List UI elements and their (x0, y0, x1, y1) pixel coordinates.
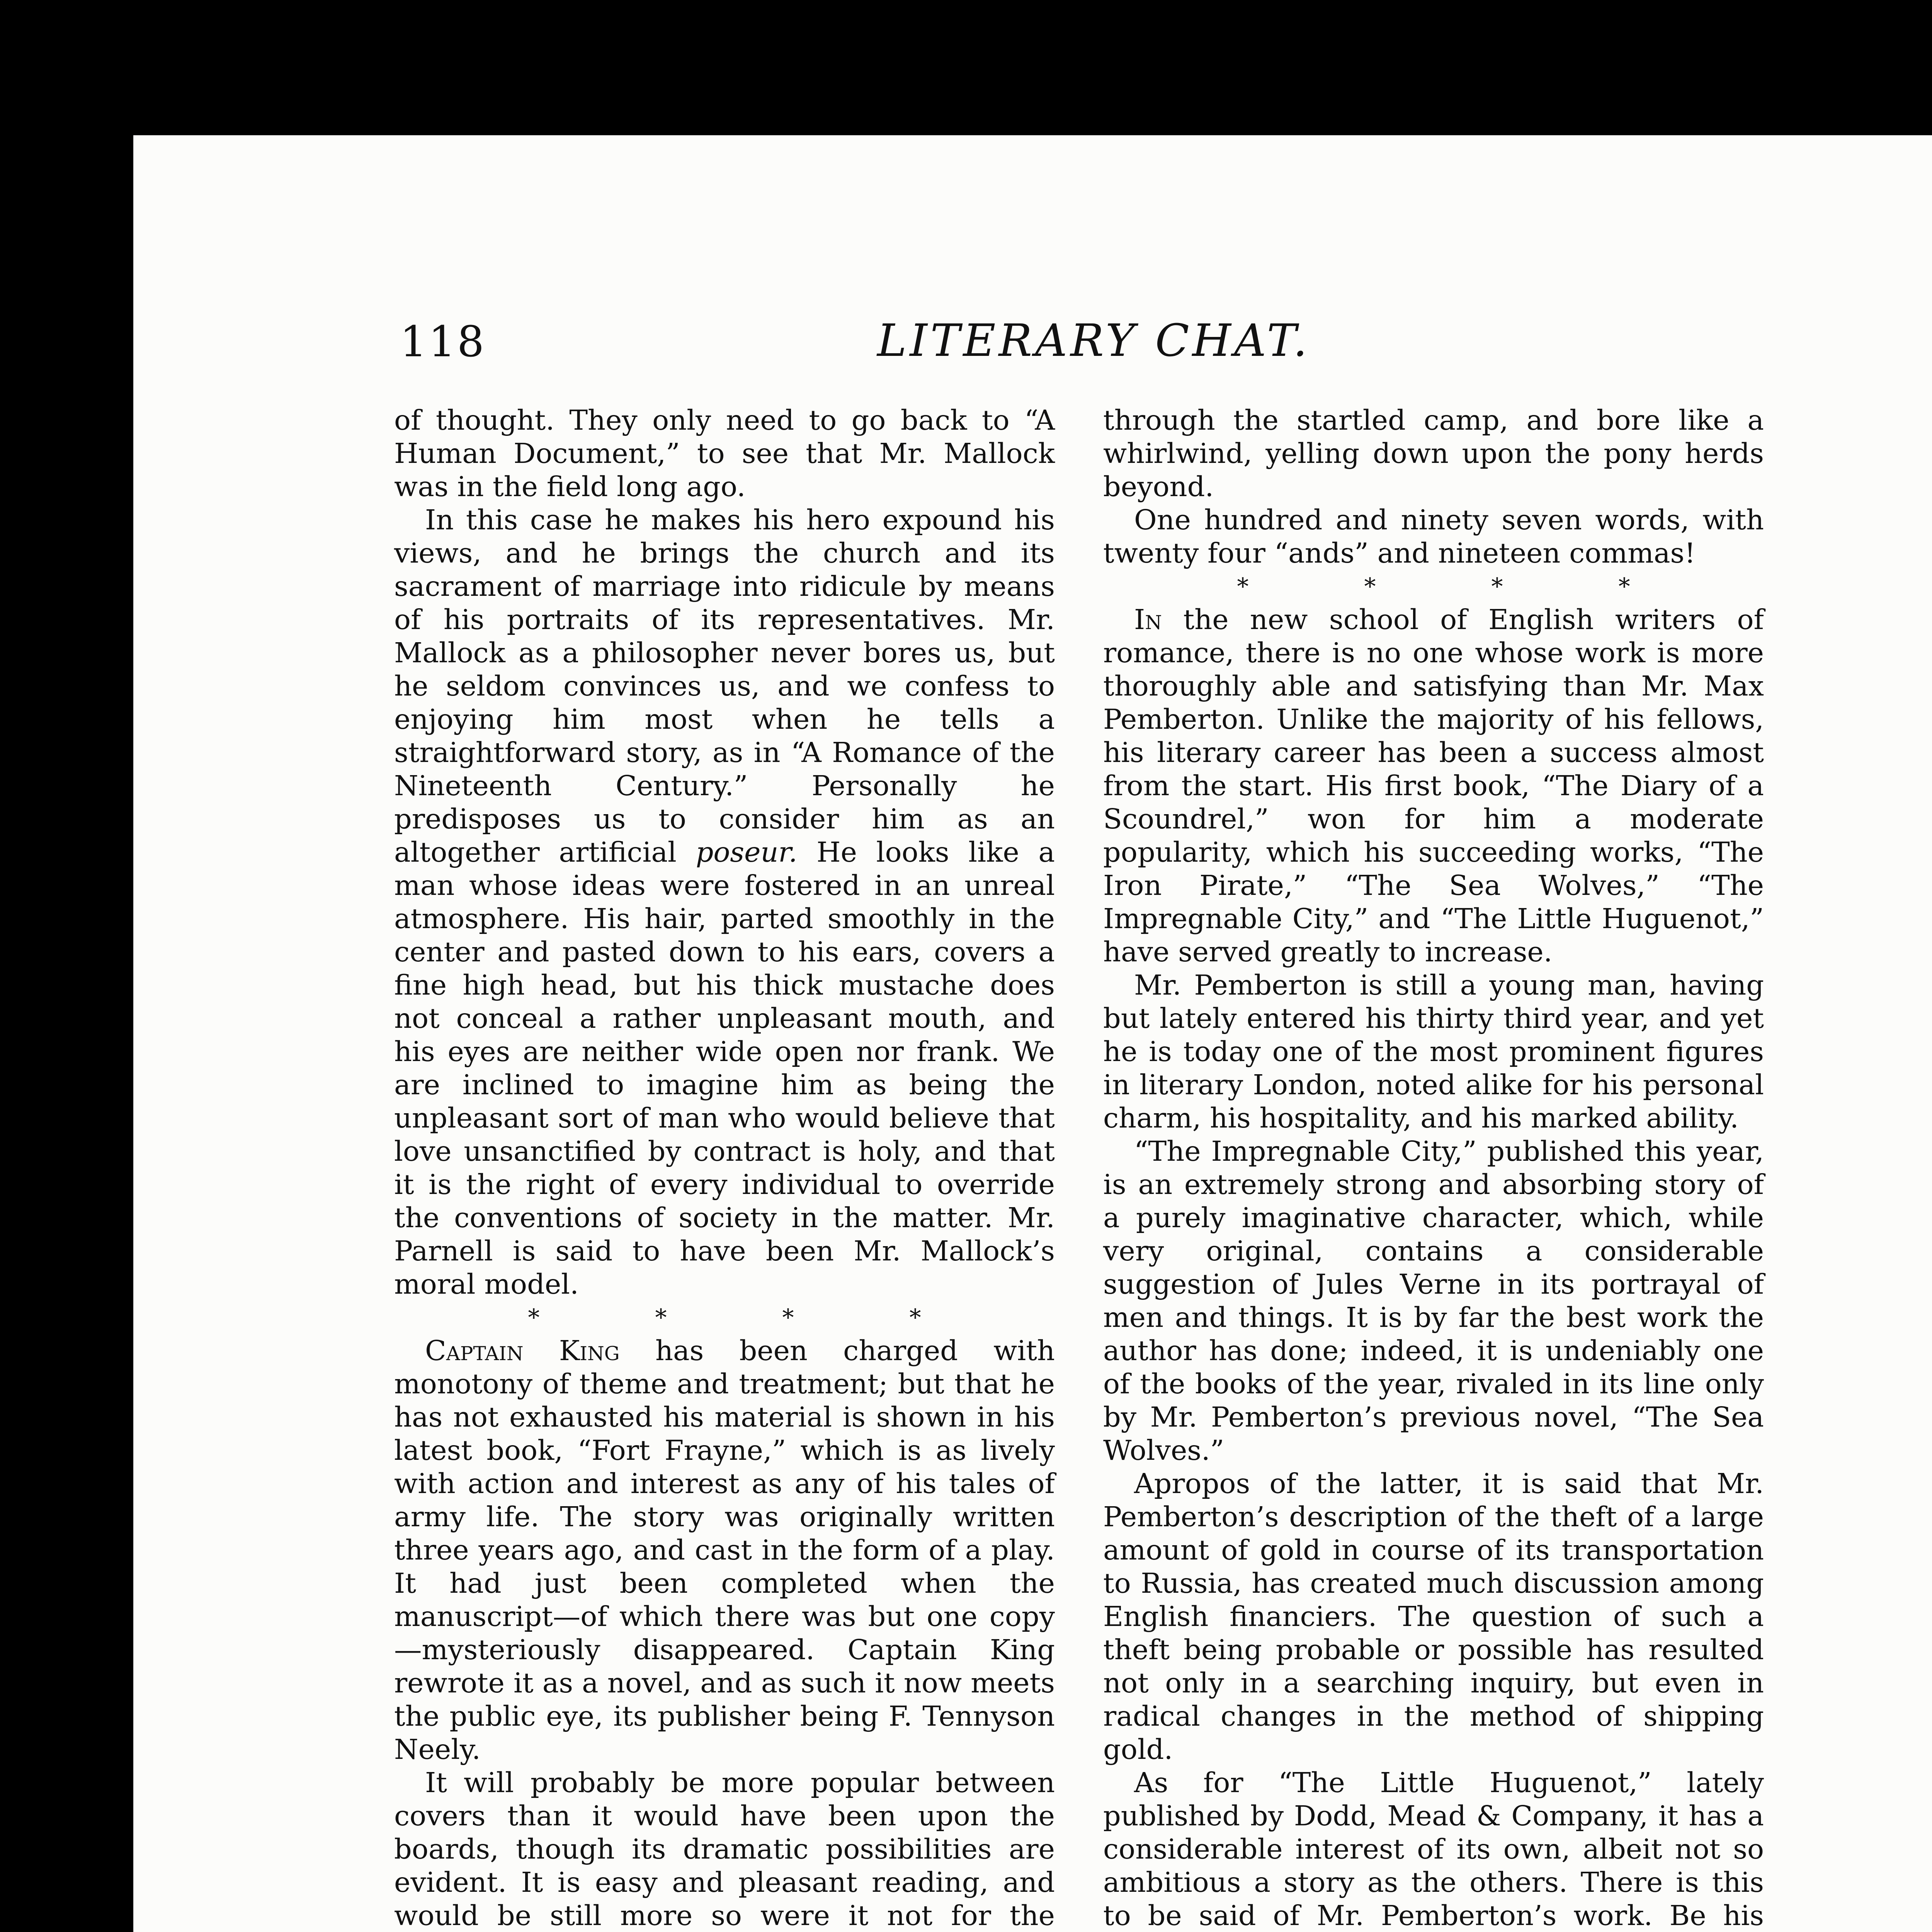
paragraph: of thought. They only need to go back to “A Human Document,” to see that Mr. Mallock was in the field long ago. (394, 404, 1055, 503)
paragraph: Captain King has been charged with monotony of theme and treatment; but that he has not exhausted his material is shown in his latest book, “Fort Frayne,” which is as lively with action and interest as any of his tales of army life. The story was originally written three years ago, and cast in the form of a play. It had just been completed when the manuscript—of which there was but one copy—mysteriously disappeared. Captain King rewrote it as a novel, and as such it now meets the public eye, its publisher being F. Tennyson Neely. (394, 1335, 1055, 1765)
section-divider: * * * * (528, 1304, 975, 1331)
running-title: LITERARY CHAT. (877, 315, 1311, 367)
section-divider: * * * * (1237, 573, 1684, 600)
right-column (1103, 404, 1764, 1932)
page-number: 118 (400, 317, 486, 366)
paragraph: In the new school of English writers of romance, there is no one whose work is more thoroughly able and satisfying than Mr. Max Pemberton. Unlike the majority of his fellows, his literary career has been a success almost from the start. His first book, “The Diary of a Scoundrel,” won for him a moderate popularity, which his succeeding works, “The Iron Pirate,” “The Sea Wolves,” “The Impregnable City,” and “The Little Huguenot,” have served greatly to increase. (1103, 604, 1764, 968)
paragraph: In this case he makes his hero expound his views, and he brings the church and its sacrament of marriage into ridicule by means of his portraits of its representatives. Mr. Mallock as a philosopher never bores us, but he seldom convinces us, and we confess to enjoying him most when he tells a straightforward story, as in “A Romance of the Nineteenth Century.” Personally he predisposes us to consider him as an altogether artificial poseur. He looks like a man whose ideas were fostered in an unreal atmosphere. His hair, parted smoothly in the center and pasted down to his ears, covers a fine high head, but his thick mustache does not conceal a rather unpleasant mouth, and his eyes are neither wide open nor frank. We are inclined to imagine him as being the unpleasant sort of man who would believe that love unsanctified by contract is holy, and that it is the right of every individual to override the conventions of society in the matter. Mr. Parnell is said to have been Mr. Mallock’s moral model. (394, 504, 1055, 1300)
paragraph: through the startled camp, and bore like a whirlwind, yelling down upon the pony herds beyond. (1103, 404, 1764, 503)
paragraph: One hundred and ninety seven words, with twenty four “ands” and nineteen commas! (1103, 504, 1764, 569)
paragraph: As for “The Little Huguenot,” lately published by Dodd, Mead & Company, it has a considerable interest of its own, albeit not so ambitious a story as the others. There is this to be said of Mr. Pemberton’s work. Be his (1103, 1767, 1764, 1932)
paragraph: “The Impregnable City,” published this year, is an extremely strong and absorbing story of a purely imaginative character, which, while very original, contains a considerable suggestion of Jules Verne in its portrayal of men and things. It is by far the best work the author has done; indeed, it is undeniably one of the books of the year, rivaled in its line only by Mr. Pemberton’s previous novel, “The Sea Wolves.” (1103, 1135, 1764, 1466)
left-column (394, 404, 1055, 1932)
paragraph: Apropos of the latter, it is said that Mr. Pemberton’s description of the theft of a large amount of gold in course of its transportation to Russia, has created much discussion among English financiers. The question of such a theft being probable or possible has resulted not only in a searching inquiry, but even in radical changes in the method of shipping gold. (1103, 1468, 1764, 1765)
paragraph: Mr. Pemberton is still a young man, having but lately entered his thirty third year, and yet he is today one of the most prominent figures in literary London, noted alike for his personal charm, his hospitality, and his marked ability. (1103, 969, 1764, 1134)
paragraph: It will probably be more popular between covers than it would have been upon the boards, though its dramatic possibilities are evident. It is easy and pleasant reading, and would be still more so were it not for the (394, 1767, 1055, 1932)
